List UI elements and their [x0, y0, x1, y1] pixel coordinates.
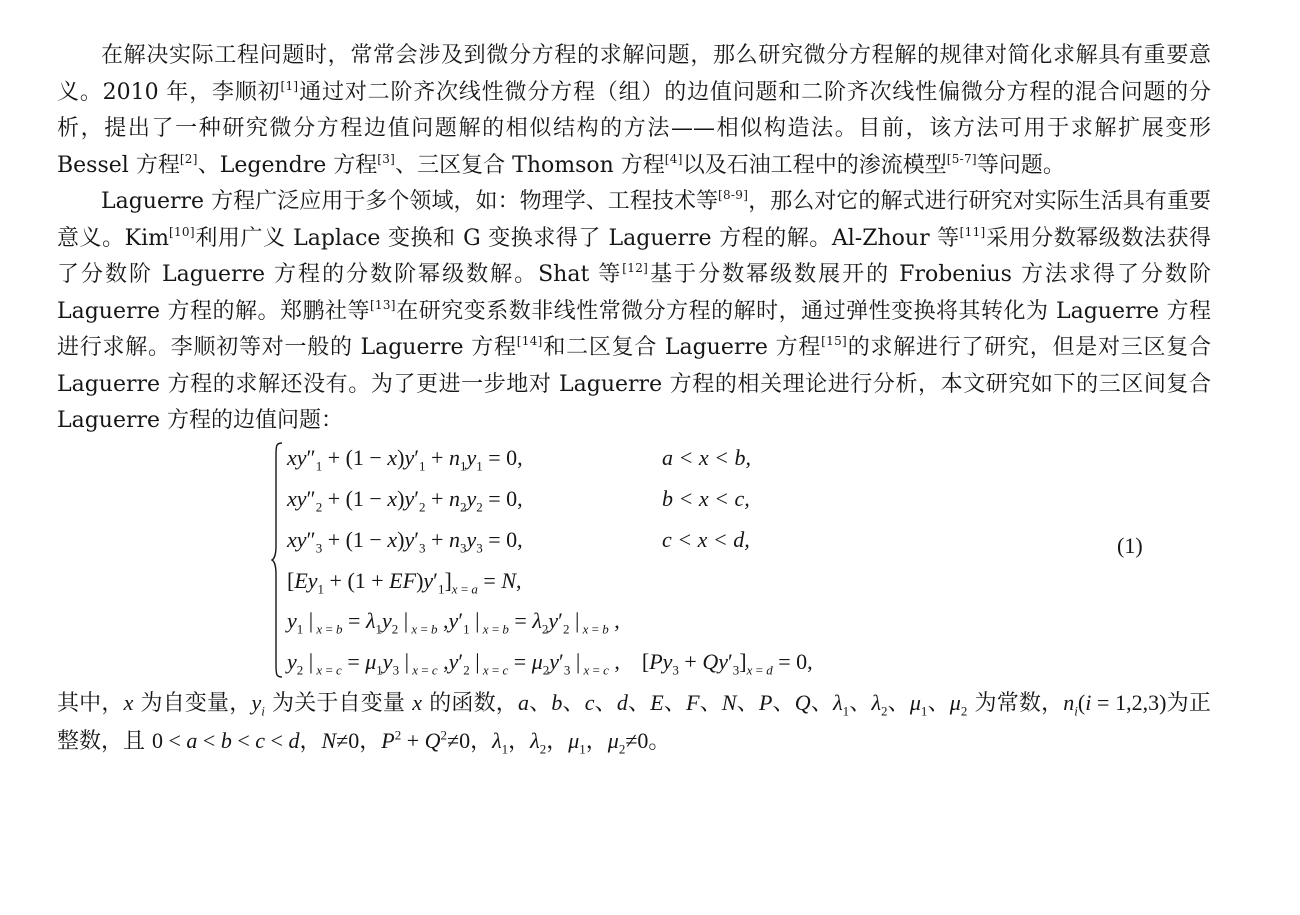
text-run: 以及石油工程中的渗流模型: [682, 152, 947, 178]
text-run: ，那么对它的解式进行研究对实际生活具有重要意义。Kim: [57, 189, 1211, 251]
paragraph-intro: [57, 38, 1211, 184]
equation-condition-1: a < x < b,: [662, 444, 751, 470]
equation-number: (1): [1117, 532, 1143, 558]
text-run: 为关于自变量: [264, 690, 413, 716]
text-run: 的求解进行了研究，但是对三区复合 Laguerre 方程的求解还没有。为了更进一步地对 Laguerre 方程的相关理论进行分析，本文研究如下的三区间复合 Laguerre 方程的边值问题：: [57, 335, 1211, 433]
text-run: 利用广义 Laplace 变换和 G 变换求得了 Laguerre 方程的解。Al-Zhour 等: [194, 225, 960, 251]
citation: [10]: [168, 224, 195, 239]
equation-line-3: $xy''_3 + (1 - x)y'_3 + n_3y_3 = 0$,: [287, 526, 523, 555]
citation: [4]: [664, 151, 683, 166]
paragraph-laguerre: [57, 184, 1211, 440]
text-run: 、Legendre 方程: [197, 152, 378, 178]
equation-line-1: $xy''_1 + (1 - x)y'_1 + n_1y_1 = 0$,: [287, 444, 523, 473]
text-run: 为自变量，: [133, 690, 252, 716]
left-brace: [271, 442, 283, 678]
equation-line-2: $xy''_2 + (1 - x)y'_2 + n_2y_2 = 0$,: [287, 485, 523, 514]
text-run: Laguerre 方程广泛应用于多个领域，如：物理学、工程技术等: [101, 189, 718, 214]
citation: [13]: [369, 297, 396, 312]
text-run: 为正整数，且: [57, 690, 1211, 754]
text-run: 其中，: [57, 690, 124, 716]
text-run: 通过对二阶齐次线性微分方程（组）的边值问题和二阶齐次线性偏微分方程的混合问题的分析，提出了一种研究微分方程边值问题解的相似结构的方法——相似构造法。目前，该方法可用于求解扩展变形 Bessel 方程: [57, 79, 1211, 178]
equation-line-6: $y_2$ | $_{x = c} = \mu_1y_3$ | $_{x = c}$ $,y'_2$ | $_{x = c} = \mu_2y'_3$ | $_{x = c}$ , $[Py_3 + Qy'_3]_{x = d} = 0$,: [287, 648, 813, 677]
text-run: 为常数，: [967, 690, 1064, 716]
text-run: 的函数，: [422, 690, 518, 716]
text-run: 在解决实际工程问题时，常常会涉及到微分方程的求解问题，那么研究微分方程解的规律对简化求解具有重要意义。2010 年，李顺初: [57, 43, 1211, 105]
text-run: 基于分数幂级数展开的 Frobenius 方法求得了分数阶 Laguerre 方程的解。郑鹏社等: [57, 262, 1211, 324]
citation: [11]: [959, 224, 986, 239]
text-run: 采用分数幂级数法获得了分数阶 Laguerre 方程的分数阶幂级数解。Shat 等: [57, 225, 1211, 287]
paper-page: [57, 38, 1211, 760]
citation: [12]: [622, 261, 649, 275]
equation-line-4: $[Ey_1 + (1 + EF)y'_1]_{x = a} = N$,: [287, 567, 522, 596]
citation: [2]: [179, 151, 198, 166]
citation: [3]: [377, 151, 396, 166]
text-run: 等问题。: [976, 152, 1065, 178]
citation: [1]: [280, 78, 299, 93]
equation-system: [57, 442, 1211, 684]
equation-line-5: $y_1$ | $_{x = b} = \lambda_1y_2$ | $_{x = b}$ $,y'_1$ | $_{x = b} = \lambda_2y'_2$ | $_{x = b}$ ,: [287, 607, 620, 636]
citation: [15]: [821, 334, 847, 348]
text-run: 和二区复合 Laguerre 方程: [542, 335, 822, 360]
text-run: 、三区复合 Thomson 方程: [395, 152, 665, 178]
equation-condition-2: b < x < c,: [662, 485, 750, 511]
citation: [14]: [516, 334, 543, 348]
text-run: 在研究变系数非线性常微分方程的解时，通过弹性变换将其转化为 Laguerre 方程进行求解。李顺初等对一般的 Laguerre 方程: [57, 298, 1211, 360]
citation: [5-7]: [946, 151, 977, 166]
paragraph-definitions: 其中，x 为自变量，$y_i$ 为关于自变量 x 的函数，a、b、c、d、E、F、N、P、Q、$\lambda_1$、$\lambda_2$、$\mu_1$、$\mu_2$ 为常数，$n_i(i = 1,2,3)$为正整数，且 0 < a < b < c < d，N≠0，$P^2 + Q^2\ne 0$，$\lambda_1$，$\lambda_2$，$\mu_1$，$\mu_2\ne 0$。: [57, 689, 1211, 756]
citation: [8-9]: [717, 188, 749, 202]
equation-condition-3: c < x < d,: [662, 526, 750, 552]
